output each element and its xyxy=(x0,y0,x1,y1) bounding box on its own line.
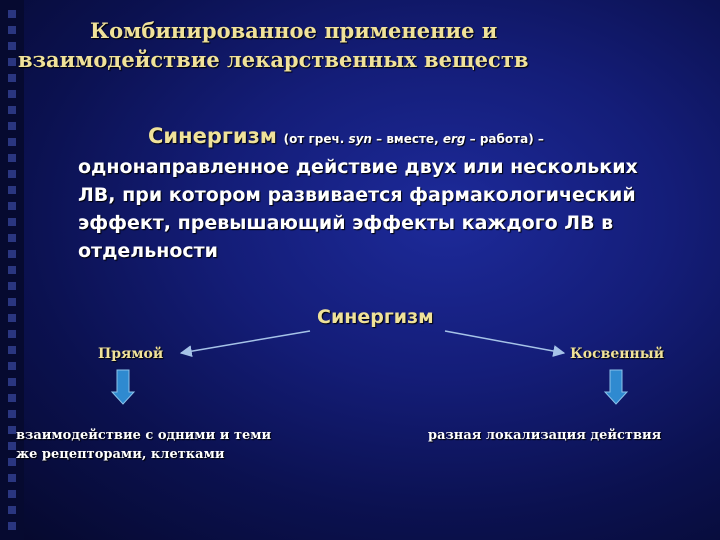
etymology-suffix: – работа) – xyxy=(469,132,544,146)
indirect-description: разная локализация действия xyxy=(428,428,662,443)
branch-direct-label: Прямой xyxy=(98,346,164,362)
direct-description-line-2: же рецепторами, клетками xyxy=(16,447,225,462)
connector-to-indirect xyxy=(445,331,564,353)
title-line-2: взаимодействие лекарственных веществ xyxy=(18,47,529,72)
diagram-center-term: Синергизм xyxy=(317,306,434,328)
etymology-prefix: (от греч. xyxy=(283,132,345,146)
etymology-mid: – вместе, xyxy=(376,132,439,146)
etymology-erg: erg xyxy=(442,132,466,146)
definition-text: однонаправленное действие двух или нескольких ЛВ, при котором развивается фармакологический эффект, превышающий эффекты каждого ЛВ в отдельности xyxy=(78,156,638,262)
direct-description-line-1: взаимодействие с одними и теми xyxy=(16,428,272,443)
connector-to-direct xyxy=(181,331,310,353)
title-line-1: Комбинированное применение и xyxy=(90,18,498,43)
etymology-syn: syn xyxy=(348,132,372,146)
definition-term: Синергизм xyxy=(148,124,277,148)
branch-indirect-label: Косвенный xyxy=(570,346,665,362)
down-arrow-icon xyxy=(605,370,627,404)
down-arrow-icon xyxy=(112,370,134,404)
